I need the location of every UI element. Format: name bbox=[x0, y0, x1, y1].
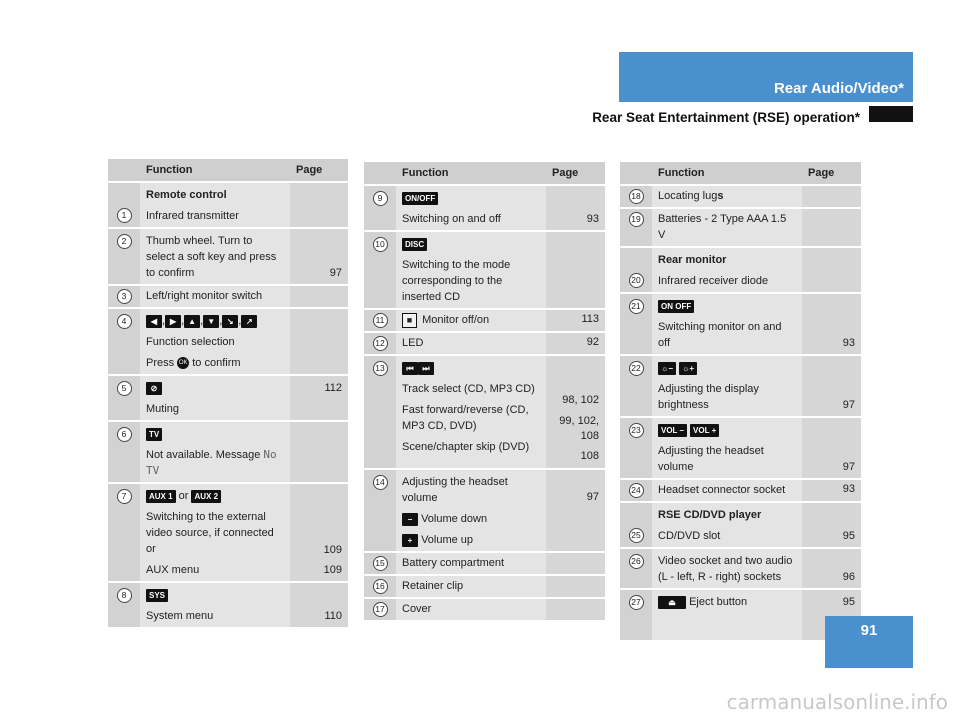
section-heading: Remote control bbox=[146, 189, 227, 201]
watermark: carmanualsonline.info bbox=[726, 690, 948, 714]
arrow-up-icon: ▲ bbox=[184, 315, 200, 328]
monitor-icon: ■ bbox=[402, 313, 417, 328]
table-row: 16 Retainer clip bbox=[364, 575, 605, 598]
table-row: 13 ⏮ ⏭ Track select (CD, MP3 CD) Fast forward/reverse (CD, MP3 CD, DVD) Scene/chapter skip (DVD) 98, 102 99, 102, 108 108 bbox=[364, 355, 605, 469]
table-row: 1 Remote control Infrared transmitter bbox=[108, 182, 348, 228]
plus-icon: + bbox=[402, 534, 418, 547]
message-text: No TV bbox=[146, 448, 277, 477]
table-row: 25 RSE CD/DVD player CD/DVD slot 95 bbox=[620, 502, 861, 548]
header-subtitle: Rear Seat Entertainment (RSE) operation* bbox=[592, 110, 860, 125]
table-row: 21 ON OFF Switching monitor on and off 93 bbox=[620, 293, 861, 355]
table-row: 17 Cover bbox=[364, 598, 605, 621]
function-table-2: Function Page 9 ON/OFF Switching on and off 93 10 DISC Switching to the mode corresponding to the inserted CD 11 ■ Monitor off/on 113 12 LED 92 13 ⏮ ⏭ Track select (CD, MP3 CD) Fast forward/reverse (CD, MP3 CD, DVD) Scene/chapter skip (DVD) 98, 102 99, 102, 108 108 14 Adjusting the headset volume − Volume down + Volume up 97 15 Battery compartment 16 Retainer clip 17 Cover bbox=[364, 162, 605, 622]
brightness-down-icon: ☼− bbox=[658, 362, 676, 375]
ok-icon: OK bbox=[177, 357, 189, 369]
table-row: 10 DISC Switching to the mode corresponding to the inserted CD bbox=[364, 231, 605, 309]
table-row: 12 LED 92 bbox=[364, 332, 605, 355]
column-function: Function bbox=[140, 159, 290, 182]
table-row: 3 Left/right monitor switch bbox=[108, 285, 348, 308]
table-row: 9 ON/OFF Switching on and off 93 bbox=[364, 185, 605, 231]
table-row: 24 Headset connector socket 93 bbox=[620, 479, 861, 502]
eject-icon: ⏏ bbox=[658, 596, 686, 609]
table-row: 18 Locating lugs bbox=[620, 185, 861, 208]
arrow-diag-up-icon: ↗ bbox=[241, 315, 257, 328]
header-marker bbox=[869, 106, 913, 122]
table-row: 27 ⏏ Eject button 95 bbox=[620, 589, 861, 641]
skip-forward-icon: ⏭ bbox=[418, 362, 434, 375]
table-row: 4 ◀ , ▶ , ▲ , ▼ , ↘ , ↗ Function selection Press OK to confirm bbox=[108, 308, 348, 375]
header-title: Rear Audio/Video* bbox=[773, 80, 904, 97]
page-number: 91 bbox=[860, 622, 878, 639]
function-table-1 bbox=[108, 159, 348, 629]
arrow-down-icon: ▼ bbox=[203, 315, 219, 328]
on-off-icon: ON/OFF bbox=[402, 192, 438, 205]
arrow-right-icon: ▶ bbox=[165, 315, 181, 328]
volume-down-icon: VOL – bbox=[658, 424, 687, 437]
table-row: 5 ⊘ Muting 112 bbox=[108, 375, 348, 421]
monitor-on-off-icon: ON OFF bbox=[658, 300, 694, 313]
table-row: 8 SYS System menu 110 bbox=[108, 582, 348, 628]
table-row: 11 ■ Monitor off/on 113 bbox=[364, 309, 605, 332]
table-row: 6 TV Not available. Message No TV bbox=[108, 421, 348, 483]
column-page: Page bbox=[290, 159, 348, 182]
table-row: 14 Adjusting the headset volume − Volume down + Volume up 97 bbox=[364, 469, 605, 552]
table-row: 15 Battery compartment bbox=[364, 552, 605, 575]
mute-icon: ⊘ bbox=[146, 382, 162, 395]
table-row: 22 ☼− ☼+ Adjusting the display brightness 97 bbox=[620, 355, 861, 417]
table-row: 26 Video socket and two audio (L - left, R - right) sockets 96 bbox=[620, 548, 861, 589]
volume-up-icon: VOL + bbox=[690, 424, 719, 437]
item-number: 1 bbox=[117, 208, 132, 223]
arrow-keys: ◀ , ▶ , ▲ , ▼ , ↘ , ↗ bbox=[146, 313, 284, 329]
brightness-up-icon: ☼+ bbox=[679, 362, 697, 375]
table-row: 23 VOL – VOL + Adjusting the headset volume 97 bbox=[620, 417, 861, 479]
table-row: 7 AUX 1 or AUX 2 Switching to the external video source, if connected or AUX menu 109 109 bbox=[108, 483, 348, 582]
table-row: 20 Rear monitor Infrared receiver diode bbox=[620, 247, 861, 293]
aux2-icon: AUX 2 bbox=[191, 490, 221, 503]
sys-icon: SYS bbox=[146, 589, 168, 602]
table-row: 2 Thumb wheel. Turn to select a soft key and press to confirm 97 bbox=[108, 228, 348, 285]
aux1-icon: AUX 1 bbox=[146, 490, 176, 503]
function-table-3: Function Page 18 Locating lugs 19 Batteries - 2 Type AAA 1.5 V 20 Rear monitor Infrared receiver diode 21 ON OFF Switching monitor on and off 93 22 ☼− ☼+ Adjusting the display brightness 97 23 VOL – VOL + Adjusting the headset volume 97 24 Headset connector socket 93 25 RSE CD/DVD player CD/DVD slot 95 26 Video socket and two audio (L - left, R - right) sockets 96 27 ⏏ Eject button 95 bbox=[620, 162, 861, 642]
disc-icon: DISC bbox=[402, 238, 427, 251]
skip-back-icon: ⏮ bbox=[402, 362, 418, 375]
arrow-left-icon: ◀ bbox=[146, 315, 162, 328]
minus-icon: − bbox=[402, 513, 418, 526]
tv-icon: TV bbox=[146, 428, 162, 441]
table-row: 19 Batteries - 2 Type AAA 1.5 V bbox=[620, 208, 861, 247]
arrow-diag-down-icon: ↘ bbox=[222, 315, 238, 328]
